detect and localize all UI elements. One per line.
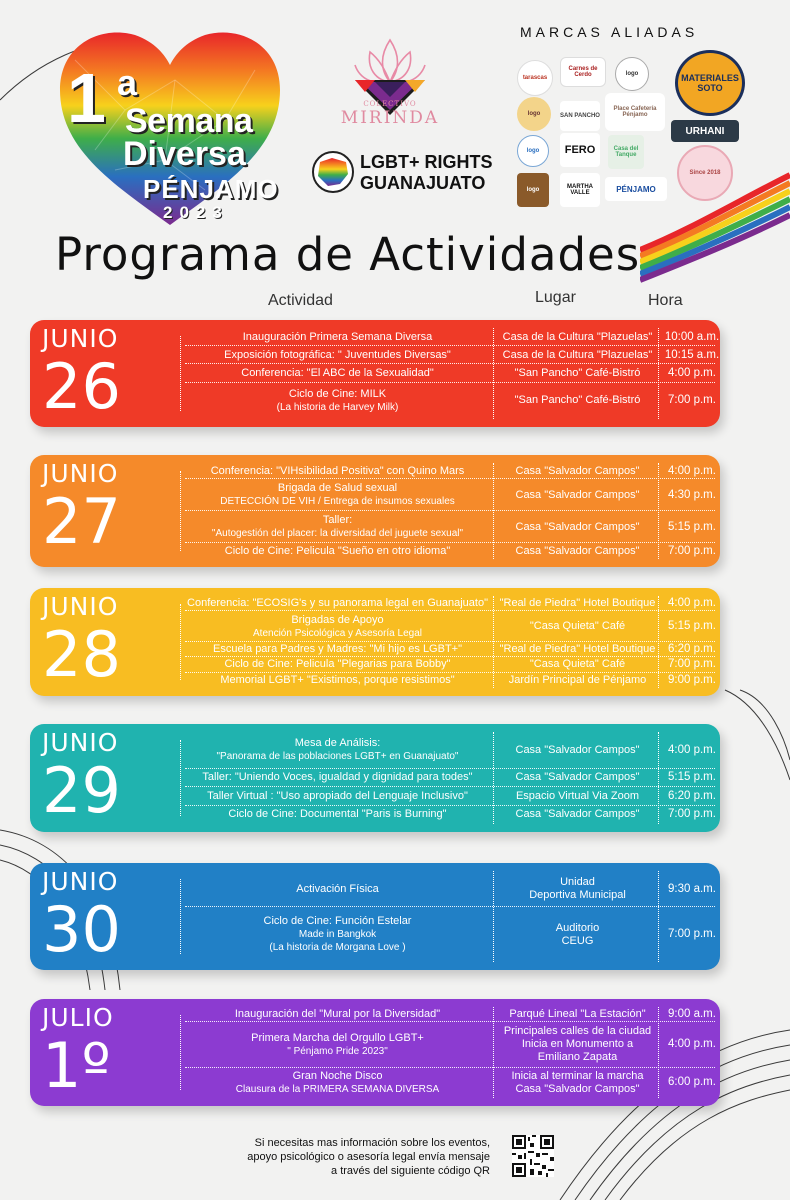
day-label bbox=[42, 592, 121, 691]
column-divider bbox=[180, 740, 181, 816]
brand-logo-5: logo bbox=[517, 97, 551, 131]
day-month: JUNIO bbox=[42, 592, 119, 621]
column-divider bbox=[180, 879, 181, 954]
column-divider bbox=[180, 336, 181, 411]
location bbox=[495, 658, 660, 671]
brand-logo-9: logo bbox=[517, 135, 549, 167]
location bbox=[495, 771, 660, 784]
location bbox=[495, 349, 660, 362]
location-line: Espacio Virtual Via Zoom bbox=[515, 789, 640, 802]
day-card bbox=[30, 588, 720, 696]
brand-logo-13: logo bbox=[517, 173, 549, 207]
activity bbox=[185, 1008, 490, 1021]
day-label bbox=[42, 324, 121, 423]
time: 7:00 p.m. bbox=[668, 394, 716, 407]
time: 6:00 p.m. bbox=[668, 1076, 716, 1089]
activity-line: Exposición fotográfica: " Juventudes Diversas" bbox=[224, 348, 451, 361]
brand-logo-since-2018: Since 2018 bbox=[677, 145, 733, 201]
schedule-row bbox=[185, 1022, 715, 1068]
day-card bbox=[30, 999, 720, 1106]
activity-line: Taller Virtual : "Uso apropiado del Lenguaje Inclusivo" bbox=[207, 789, 468, 802]
heart-logo-text bbox=[55, 20, 285, 230]
location bbox=[495, 597, 660, 610]
time: 9:00 p.m. bbox=[668, 673, 716, 686]
location bbox=[495, 394, 660, 407]
column-divider bbox=[180, 471, 181, 551]
activity bbox=[185, 1032, 490, 1058]
activity-line: (La historia de Morgana Love ) bbox=[269, 942, 406, 954]
day-label bbox=[42, 867, 121, 966]
day-number: 30 bbox=[42, 893, 121, 966]
location bbox=[495, 489, 660, 502]
activity-line: Ciclo de Cine: MILK bbox=[288, 387, 387, 400]
activity-line: Made in Bangkok bbox=[298, 929, 377, 941]
schedule-row bbox=[185, 1068, 715, 1098]
mirinda-small: COLECTIVO bbox=[363, 100, 417, 108]
location bbox=[495, 465, 660, 478]
time: 6:20 p.m. bbox=[668, 789, 716, 802]
activity bbox=[185, 1070, 490, 1096]
schedule-row bbox=[185, 463, 715, 479]
marcas-aliadas-title: MARCAS ALIADAS bbox=[520, 24, 699, 40]
activity bbox=[185, 915, 490, 954]
logo-semana: Semana bbox=[125, 102, 253, 140]
activity bbox=[185, 331, 490, 344]
schedule-row bbox=[185, 383, 715, 419]
location bbox=[495, 744, 660, 757]
activity bbox=[185, 614, 490, 640]
day-month: JUNIO bbox=[42, 728, 119, 757]
time: 4:30 p.m. bbox=[668, 488, 716, 501]
activity-line: Taller: bbox=[322, 514, 353, 526]
activity bbox=[185, 545, 490, 558]
column-head-lugar: Lugar bbox=[535, 289, 576, 306]
day-number: 26 bbox=[42, 350, 121, 423]
activity-line: Atención Psicológica y Asesoría Legal bbox=[253, 627, 422, 639]
time: 5:15 p.m. bbox=[668, 520, 716, 533]
schedule-row bbox=[185, 732, 715, 769]
activity bbox=[185, 388, 490, 414]
brand-logo-casa-tanque: Casa del Tanque bbox=[608, 135, 644, 169]
location bbox=[495, 1025, 660, 1064]
schedule-row bbox=[185, 907, 715, 962]
time: 6:20 p.m. bbox=[668, 643, 716, 656]
location bbox=[495, 521, 660, 534]
location bbox=[495, 367, 660, 380]
column-head-hora: Hora bbox=[648, 292, 683, 309]
schedule-row bbox=[185, 364, 715, 382]
location bbox=[495, 1070, 660, 1096]
day-month: JULIO bbox=[42, 1003, 114, 1032]
location bbox=[495, 331, 660, 344]
time: 7:00 p.m. bbox=[668, 928, 716, 941]
location-line: Inicia al terminar la marcha bbox=[511, 1069, 644, 1082]
schedule-row bbox=[185, 769, 715, 787]
mirinda-label bbox=[335, 100, 445, 128]
location-line: Casa "Salvador Campos" bbox=[515, 771, 640, 784]
page-title: Programa de Actividades bbox=[55, 228, 641, 281]
column-head-actividad: Actividad bbox=[268, 292, 333, 309]
location bbox=[495, 922, 660, 948]
activity bbox=[185, 771, 490, 784]
location-line: Casa "Salvador Campos" bbox=[515, 808, 640, 821]
activity-line: Ciclo de Cine: Pelicula "Plegarias para Bobby" bbox=[224, 658, 451, 671]
day-card bbox=[30, 863, 720, 970]
schedule-row bbox=[185, 673, 715, 688]
brand-logo-materiales-soto: MATERIALES SOTO bbox=[675, 50, 745, 116]
qr-code[interactable] bbox=[512, 1135, 554, 1177]
location-line: CEUG bbox=[561, 934, 594, 947]
activity bbox=[185, 883, 490, 896]
schedule-row bbox=[185, 806, 715, 824]
activity-line: Inauguración del "Mural por la Diversidad" bbox=[234, 1008, 441, 1021]
brand-logo-urhani: URHANI bbox=[671, 120, 739, 142]
logo-diversa: Diversa bbox=[123, 135, 246, 173]
location-line: "San Pancho" Café-Bistró bbox=[514, 394, 641, 407]
activity bbox=[185, 349, 490, 362]
day-month: JUNIO bbox=[42, 867, 119, 896]
activity-line: "Autogestión del placer: la diversidad del juguete sexual" bbox=[211, 528, 464, 539]
location-line: Casa "Salvador Campos" bbox=[515, 464, 640, 477]
location-line: Unidad bbox=[560, 876, 595, 889]
location-line: Casa de la Cultura "Plazuelas" bbox=[502, 330, 653, 343]
activity-line: (La historia de Harvey Milk) bbox=[276, 401, 399, 413]
activity-line: " Pénjamo Pride 2023" bbox=[287, 1045, 388, 1057]
activity-line: Conferencia: "El ABC de la Sexualidad" bbox=[241, 366, 434, 379]
activity bbox=[185, 465, 490, 478]
day-month: JUNIO bbox=[42, 324, 119, 353]
schedule-row bbox=[185, 479, 715, 511]
location-line: Casa "Salvador Campos" bbox=[515, 520, 640, 533]
schedule-row bbox=[185, 657, 715, 672]
schedule-row bbox=[185, 787, 715, 805]
column-divider bbox=[180, 604, 181, 680]
brand-logo-penjamo: PÉNJAMO bbox=[605, 177, 667, 201]
location bbox=[495, 620, 660, 633]
lgbt-line2: GUANAJUATO bbox=[360, 173, 486, 193]
activity-line: Brigadas de Apoyo bbox=[291, 613, 384, 626]
activity-line: Memorial LGBT+ "Existimos, porque resistimos" bbox=[220, 673, 455, 686]
day-label bbox=[42, 1003, 114, 1102]
activity bbox=[185, 482, 490, 508]
brand-logo-martha-valle: MARTHA VALLE bbox=[560, 173, 600, 207]
location bbox=[495, 545, 660, 558]
column-divider bbox=[180, 1015, 181, 1090]
activity bbox=[185, 737, 490, 763]
day-number: 28 bbox=[42, 618, 121, 691]
location-line: "San Pancho" Café-Bistró bbox=[514, 366, 641, 379]
mirinda-name: MIRINDA bbox=[340, 108, 440, 128]
location-line: Casa "Salvador Campos" bbox=[515, 743, 640, 756]
schedule-row bbox=[185, 596, 715, 611]
location-line: "Casa Quieta" Café bbox=[529, 658, 626, 671]
activity bbox=[185, 790, 490, 803]
activity-line: Ciclo de Cine: Documental "Paris is Burning" bbox=[228, 808, 447, 821]
day-number: 29 bbox=[42, 754, 121, 827]
location-line: Principales calles de la ciudad bbox=[503, 1025, 652, 1038]
brand-logo-tarascas: tarascas bbox=[517, 60, 553, 96]
brand-logo-fero: FERO bbox=[560, 133, 600, 167]
schedule-row bbox=[185, 328, 720, 346]
lgbt-line1: LGBT+ RIGHTS bbox=[360, 152, 493, 172]
activity bbox=[185, 367, 490, 380]
activity-line: Activación Física bbox=[296, 882, 379, 895]
day-card bbox=[30, 724, 720, 832]
location-line: "Real de Piedra" Hotel Boutique bbox=[499, 643, 656, 656]
location bbox=[495, 1008, 660, 1021]
day-card bbox=[30, 455, 720, 567]
logo-superscript: a bbox=[117, 62, 138, 103]
activity-line: Mesa de Análisis: bbox=[294, 737, 381, 750]
activity bbox=[185, 808, 490, 821]
footer-line3: a través del siguiente código QR bbox=[331, 1165, 490, 1177]
brand-logo-3: logo bbox=[615, 57, 649, 91]
lgbt-rights-text bbox=[360, 152, 493, 194]
activity-line: Conferencia: "VIHsibilidad Positiva" con Quino Mars bbox=[210, 464, 465, 477]
activity-line: Escuela para Padres y Madres: "Mi hijo es LGBT+" bbox=[213, 643, 462, 656]
activity-line: Gran Noche Disco bbox=[292, 1069, 383, 1082]
activity-line: DETECCIÓN DE VIH / Entrega de insumos sexuales bbox=[220, 496, 455, 507]
location-line: Parqué Lineal "La Estación" bbox=[509, 1008, 646, 1021]
guanajuato-map-icon bbox=[310, 150, 356, 194]
day-card bbox=[30, 320, 720, 427]
schedule-row bbox=[185, 1007, 715, 1022]
time: 4:00 p.m. bbox=[668, 597, 716, 610]
location-line: Casa "Salvador Campos" bbox=[515, 544, 640, 557]
location-line: Auditorio bbox=[555, 921, 600, 934]
logo-number: 1 bbox=[67, 59, 106, 137]
time: 7:00 p.m. bbox=[668, 808, 716, 821]
brand-logo-place: Place Cafetería Pénjamo bbox=[605, 93, 665, 131]
activity bbox=[185, 514, 490, 540]
time: 9:00 a.m. bbox=[668, 1008, 716, 1021]
day-label bbox=[42, 459, 121, 558]
time: 4:00 p.m. bbox=[668, 464, 716, 477]
activity bbox=[185, 674, 490, 687]
day-month: JUNIO bbox=[42, 459, 119, 488]
activity bbox=[185, 658, 490, 671]
schedule-row bbox=[185, 642, 715, 657]
schedule-row bbox=[185, 511, 715, 543]
day-number: 1º bbox=[42, 1029, 111, 1102]
activity-line: Ciclo de Cine: Función Estelar bbox=[263, 915, 412, 928]
time: 4:00 p.m. bbox=[668, 743, 716, 756]
activity-line: "Panorama de las poblaciones LGBT+ en Guanajuato" bbox=[216, 751, 459, 763]
location bbox=[495, 790, 660, 803]
schedule-row bbox=[185, 346, 720, 364]
location-line: Casa de la Cultura "Plazuelas" bbox=[502, 348, 653, 361]
time: 4:00 p.m. bbox=[668, 366, 716, 379]
day-label bbox=[42, 728, 121, 827]
activity-line: Brigada de Salud sexual bbox=[277, 482, 398, 494]
activity-line: Inauguración Primera Semana Diversa bbox=[242, 330, 433, 343]
time: 5:15 p.m. bbox=[668, 771, 716, 784]
time: 4:00 p.m. bbox=[668, 1038, 716, 1051]
time: 10:00 a.m. bbox=[664, 330, 720, 343]
mirinda-lotus-logo bbox=[335, 30, 445, 150]
location-line: Casa "Salvador Campos" bbox=[515, 1082, 640, 1095]
footer-line2: apoyo psicológico o asesoría legal envía mensaje bbox=[247, 1151, 490, 1163]
location-line: "Real de Piedra" Hotel Boutique bbox=[499, 597, 656, 610]
location bbox=[495, 674, 660, 687]
footer-info-text bbox=[180, 1136, 490, 1178]
location-line: Casa "Salvador Campos" bbox=[515, 488, 640, 501]
location-line: Deportiva Municipal bbox=[529, 889, 626, 902]
logo-year: 2023 bbox=[163, 203, 229, 222]
activity-line: Clausura de la PRIMERA SEMANA DIVERSA bbox=[235, 1083, 440, 1095]
schedule-row bbox=[185, 611, 715, 642]
time: 7:00 p.m. bbox=[668, 658, 716, 671]
brand-logo-san-pancho: SAN PANCHO bbox=[560, 101, 600, 131]
activity bbox=[185, 597, 490, 610]
time: 10:15 a.m. bbox=[664, 348, 720, 361]
schedule-row bbox=[185, 871, 715, 907]
location bbox=[495, 643, 660, 656]
day-number: 27 bbox=[42, 485, 121, 558]
logo-city: PÉNJAMO bbox=[143, 174, 279, 204]
location-line: Jardín Principal de Pénjamo bbox=[508, 673, 647, 686]
time: 5:15 p.m. bbox=[668, 620, 716, 633]
location-line: Inicia en Monumento a bbox=[521, 1038, 634, 1051]
location bbox=[495, 808, 660, 821]
footer-line1: Si necesitas mas información sobre los eventos, bbox=[254, 1137, 490, 1149]
activity-line: Conferencia: "ECOSIG's y su panorama legal en Guanajuato" bbox=[187, 597, 488, 610]
activity-line: Primera Marcha del Orgullo LGBT+ bbox=[251, 1031, 424, 1044]
location-line: "Casa Quieta" Café bbox=[529, 620, 626, 633]
activity bbox=[185, 643, 490, 656]
location bbox=[495, 876, 660, 902]
brand-logo-carnes: Carnes de Cerdo bbox=[560, 57, 606, 87]
schedule-row bbox=[185, 543, 715, 559]
location-line: Emiliano Zapata bbox=[537, 1051, 618, 1064]
activity-line: Taller: "Uniendo Voces, igualdad y dignidad para todes" bbox=[202, 771, 473, 784]
activity-line: Ciclo de Cine: Pelicula "Sueño en otro idioma" bbox=[224, 544, 451, 557]
time: 7:00 p.m. bbox=[668, 544, 716, 557]
time: 9:30 a.m. bbox=[668, 882, 716, 895]
